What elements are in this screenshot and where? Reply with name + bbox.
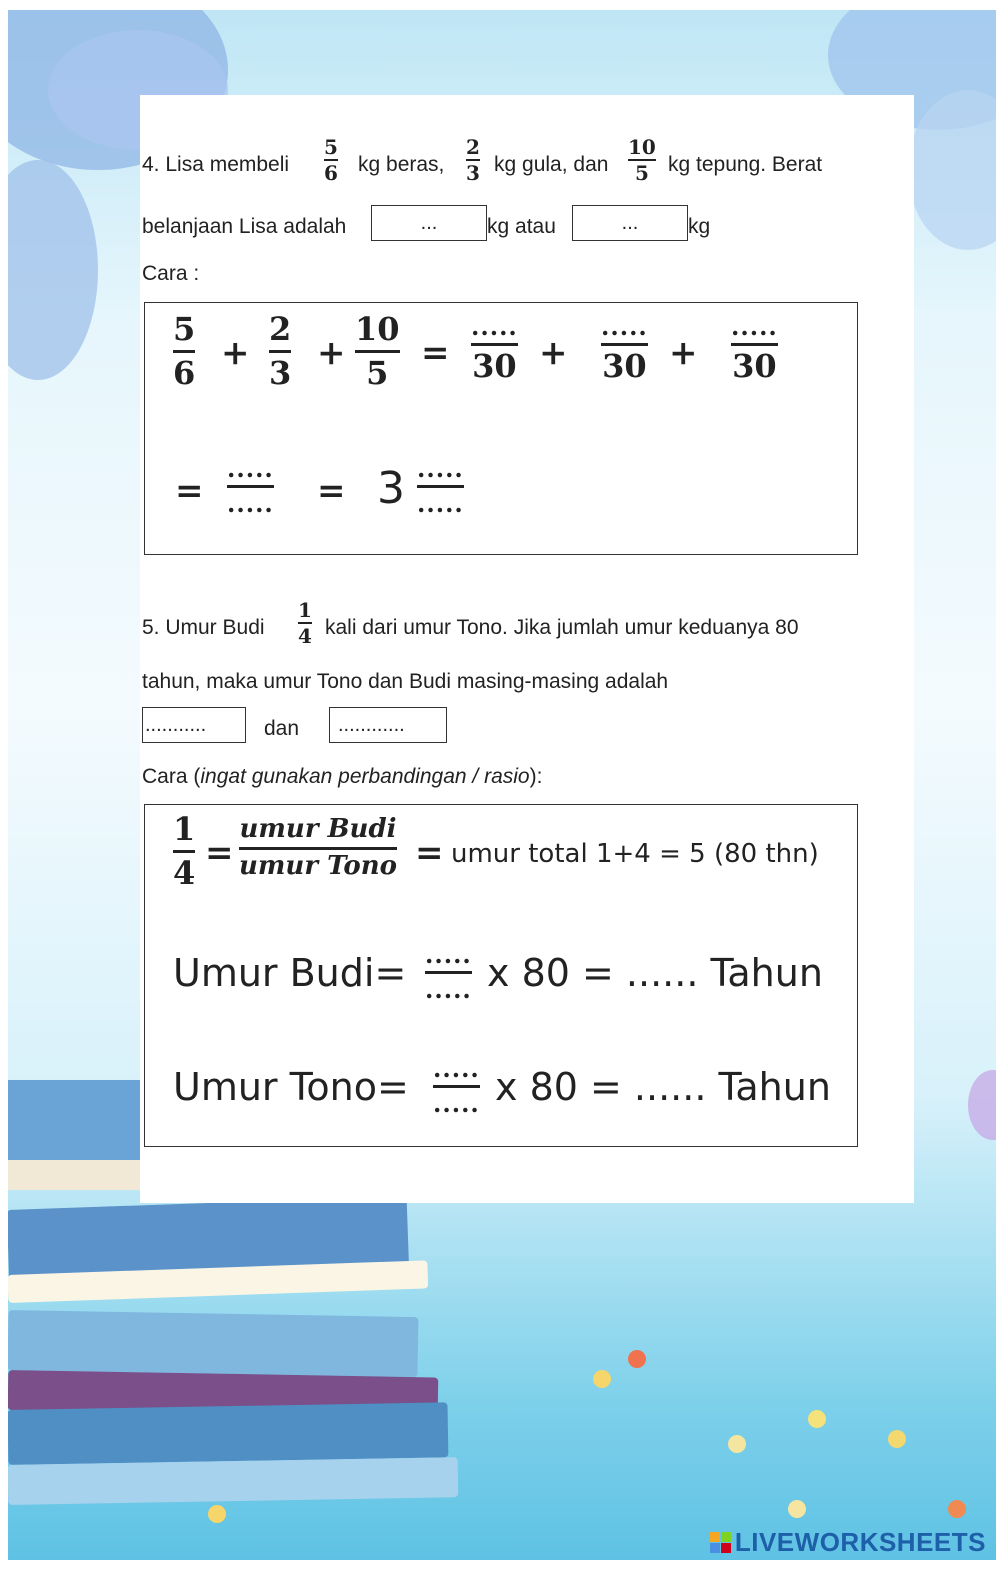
q5-dan: dan [264, 717, 300, 740]
liveworksheets-logo-icon [710, 1532, 731, 1553]
flower-8 [788, 1500, 806, 1518]
q4-box-blank-frac-1[interactable]: ․․․․․ 30 [471, 312, 518, 385]
equals-sign: = [317, 471, 346, 511]
flower-6 [948, 1500, 966, 1518]
q4-working-box [144, 302, 858, 555]
q5-tono-label: Umur Tono= [173, 1065, 409, 1109]
q4-box-blank-frac-2[interactable]: ․․․․․ 30 [601, 312, 648, 385]
q4-text-3: kg gula, dan [494, 153, 609, 176]
q4-box-mixed-fraction[interactable]: ․․․․․ ․․․․․ [417, 454, 464, 518]
q4-fraction-tepung: 10 5 [628, 135, 656, 185]
q5-answer-blank-budi[interactable]: ............ [329, 707, 447, 743]
q4-box-result-fraction[interactable]: ․․․․․ ․․․․․ [227, 454, 274, 518]
book-5 [8, 1310, 418, 1377]
q5-box-frac-1-4: 1 4 [173, 810, 196, 892]
q5-fraction: 1 4 [298, 598, 312, 648]
plus-sign: + [317, 333, 346, 373]
q5-tono-fraction[interactable]: ․․․․․ ․․․․․ [433, 1054, 480, 1118]
q4-box-frac-2-3: 2 3 [269, 310, 292, 392]
equals-sign: = [205, 833, 234, 873]
book-8 [8, 1457, 458, 1505]
q4-box-frac-10-5: 10 5 [355, 310, 400, 392]
book-7 [8, 1402, 448, 1465]
q4-answer-blank-1[interactable]: ... [371, 205, 487, 241]
plus-sign: + [221, 333, 250, 373]
q5-total-text: umur total 1+4 = 5 (80 thn) [451, 839, 819, 869]
q5-answer-blank-tono[interactable]: ........... [142, 707, 246, 743]
foliage-left [8, 160, 98, 380]
liveworksheets-logo-text: LIVEWORKSHEETS [734, 1527, 986, 1557]
liveworksheets-logo [710, 1527, 986, 1558]
q4-line2-prefix: belanjaan Lisa adalah [142, 215, 347, 238]
flower-2 [593, 1370, 611, 1388]
flower-3 [808, 1410, 826, 1428]
plus-sign: + [669, 333, 698, 373]
q5-tono-calc: x 80 = ...... Tahun [495, 1065, 831, 1109]
q4-mid-text: kg atau [487, 215, 556, 238]
equals-sign: = [421, 333, 450, 373]
q5-budi-calc: x 80 = ...... Tahun [487, 951, 823, 995]
q5-cara: Cara (ingat gunakan perbandingan / rasio): [142, 765, 543, 788]
q4-box-blank-frac-3[interactable]: ․․․․․ 30 [731, 312, 778, 385]
q5-line2: tahun, maka umur Tono dan Budi masing-masing adalah [142, 670, 669, 693]
q4-unit: kg [688, 215, 711, 238]
purple-flower [968, 1070, 996, 1140]
equals-sign: = [175, 471, 204, 511]
q5-text-1: 5. Umur Budi [142, 616, 265, 639]
q4-fraction-gula: 2 3 [466, 135, 480, 185]
q4-answer-blank-2[interactable]: ... [572, 205, 688, 241]
q4-text-1: 4. Lisa membeli [142, 153, 290, 176]
flower-5 [888, 1430, 906, 1448]
q5-budi-fraction[interactable]: ․․․․․ ․․․․․ [425, 940, 472, 1004]
plus-sign: + [539, 333, 568, 373]
q4-fraction-beras: 5 6 [324, 135, 338, 185]
q4-box-frac-5-6: 5 6 [173, 310, 196, 392]
q4-mixed-whole: 3 [377, 463, 405, 514]
flower-4 [728, 1435, 746, 1453]
q5-working-box [144, 804, 858, 1147]
flower-1 [628, 1350, 646, 1368]
flower-7 [208, 1505, 226, 1523]
q5-text-2: kali dari umur Tono. Jika jumlah umur keduanya 80 [325, 616, 799, 639]
q5-budi-label: Umur Budi= [173, 951, 407, 995]
q4-text-4: kg tepung. Berat [668, 153, 823, 176]
worksheet-page [140, 95, 914, 1203]
q4-text-2: kg beras, [358, 153, 445, 176]
q4-cara-label: Cara : [142, 262, 200, 285]
equals-sign: = [415, 833, 444, 873]
q5-ratio-fraction: umur Budi umur Tono [239, 814, 398, 881]
